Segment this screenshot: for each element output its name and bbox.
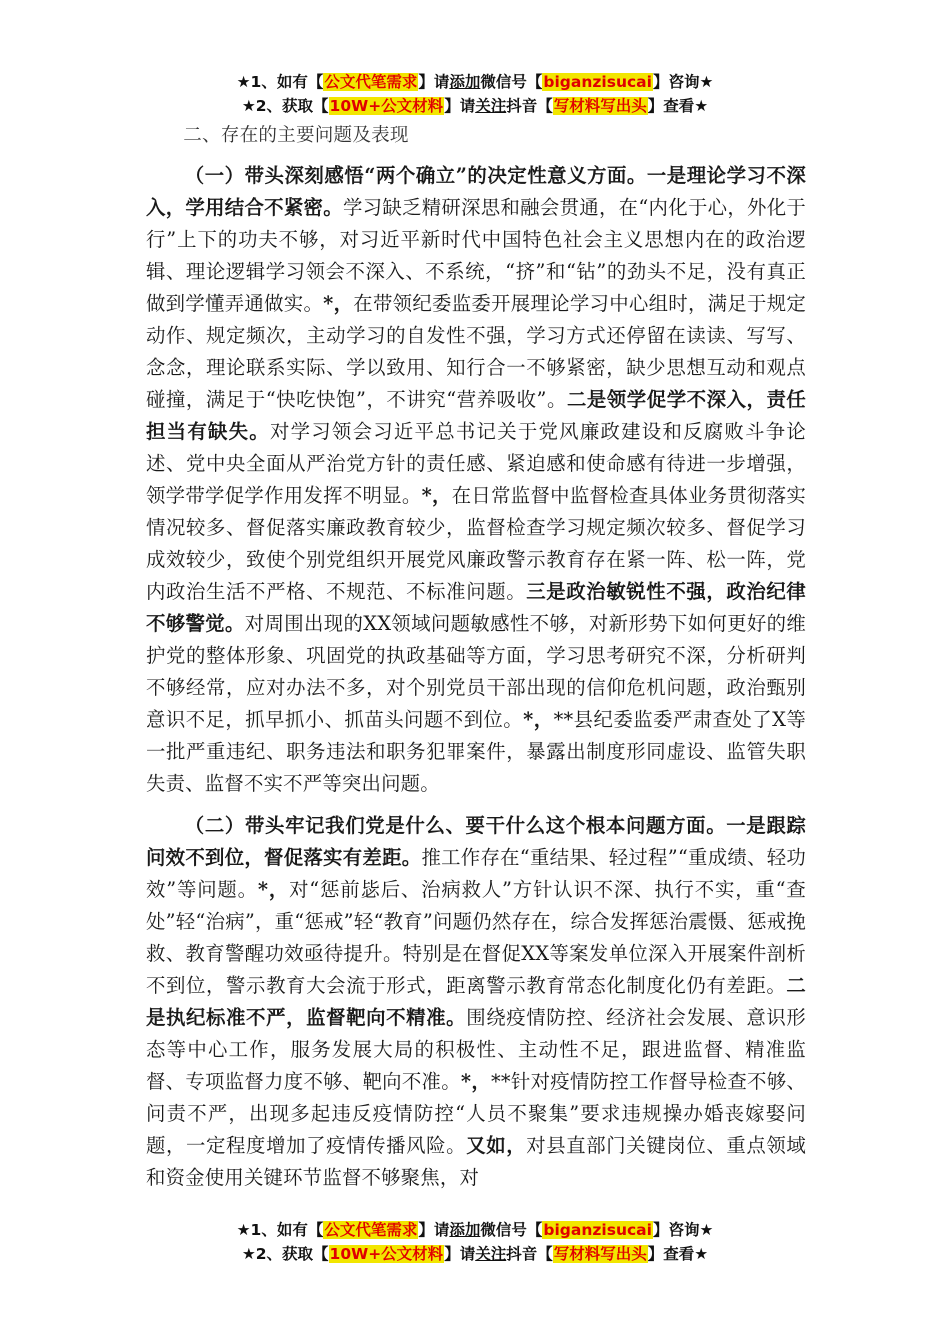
paragraph-2: （二）带头牢记我们党是什么、要干什么这个根本问题方面。一是跟踪问效不到位，督促落实有差距。推工作存在“重结果、轻过程”“重成绩、轻功效”等问题。*，对“惩前毖后、治病救人”方针认识不深、执行不实，重“查处”轻“治病”，重“惩戒”轻“教育”问题仍然存在，综合发挥惩治震慑、惩戒挽救、教育警醒功效亟待提升。特别是在督促XX等案发单位深入开展案件剖析不到位，警示教育大会流于形式，距离警示教育常态化制度化仍有差距。二是执纪标准不严，监督靶向不精准。围绕疫情防控、经济社会发展、意识形态等中心工作，服务发展大局的积极性、主动性不足，跟进监督、精准监督、专项监督力度不够、靶向不准。*，**针对疫情防控工作督导检查不够、问责不严，出现多起违反疫情防控“人员不聚集”要求违规操办婚丧嫁娶问题，一定程度增加了疫情传播风险。又如，对县直部门关键岗位、重点领域和资金使用关键环节监督不够聚焦，对 (146, 814, 807, 1189)
highlight-douyin: 写材料写出头 (553, 1245, 647, 1263)
document-body (146, 120, 806, 1194)
section-heading: 二、存在的主要问题及表现 (183, 125, 409, 146)
highlight-wechat-id: biganzisucai (543, 73, 652, 91)
promo-banner-bottom (0, 1218, 950, 1266)
paragraph-1: （一）带头深刻感悟“两个确立”的决定性意义方面。一是理论学习不深入，学用结合不紧密。学习缺乏精研深思和融会贯通，在“内化于心，外化于行”上下的功夫不够，对习近平新时代中国特色社会主义思想内在的政治逻辑、理论逻辑学习领会不深入、不系统，“挤”和“钻”的劲头不足，没有真正做到学懂弄通做实。*，在带领纪委监委开展理论学习中心组时，满足于规定动作、规定频次，主动学习的自发性不强，学习方式还停留在读读、写写、念念，理论联系实际、学以致用、知行合一不够紧密，缺少思想互动和观点碰撞，满足于“快吃快饱”，不讲究“营养吸收”。二是领学促学不深入，责任担当有缺失。对学习领会习近平总书记关于党风廉政建设和反腐败斗争论述、党中央全面从严治党方针的责任感、紧迫感和使命感有待进一步增强，领学带学促学作用发挥不明显。*，在日常监督中监督检查具体业务贯彻落实情况较多、督促落实廉政教育较少，监督检查学习规定频次较多、督促学习成效较少，致使个别党组织开展党风廉政警示教育存在紧一阵、松一阵，党内政治生活不严格、不规范、不标准问题。三是政治敏锐性不强，政治纪律不够警觉。对周围出现的XX领域问题敏感性不够，对新形势下如何更好的维护党的整体形象、巩固党的执政基础等方面，学习思考研究不深，分析研判不够经常，应对办法不多，对个别党员干部出现的信仰危机问题，政治甄别意识不足，抓早抓小、抓苗头问题不到位。*，**县纪委监委严肃查处了X等一批严重违纪、职务违法和职务犯罪案件，暴露出制度形同虚设、监管失职失责、监督不实不严等突出问题。 (146, 164, 806, 795)
promo-banner-top (0, 70, 950, 118)
highlight-materials: 10W+公文材料 (329, 97, 444, 115)
highlight-materials: 10W+公文材料 (329, 1245, 444, 1263)
banner-line-1: ★1、如有【公文代笔需求】请添加微信号【biganzisucai】咨询★ (236, 1221, 714, 1239)
highlight-service: 公文代笔需求 (324, 73, 418, 91)
banner-line-2: ★2、获取【10W+公文材料】请关注抖音【写材料写出头】查看★ (241, 97, 709, 115)
banner-line-1: ★1、如有【公文代笔需求】请添加微信号【biganzisucai】咨询★ (236, 73, 714, 91)
highlight-douyin: 写材料写出头 (553, 97, 647, 115)
highlight-wechat-id: biganzisucai (543, 1221, 652, 1239)
banner-line-2: ★2、获取【10W+公文材料】请关注抖音【写材料写出头】查看★ (241, 1245, 709, 1263)
highlight-service: 公文代笔需求 (324, 1221, 418, 1239)
